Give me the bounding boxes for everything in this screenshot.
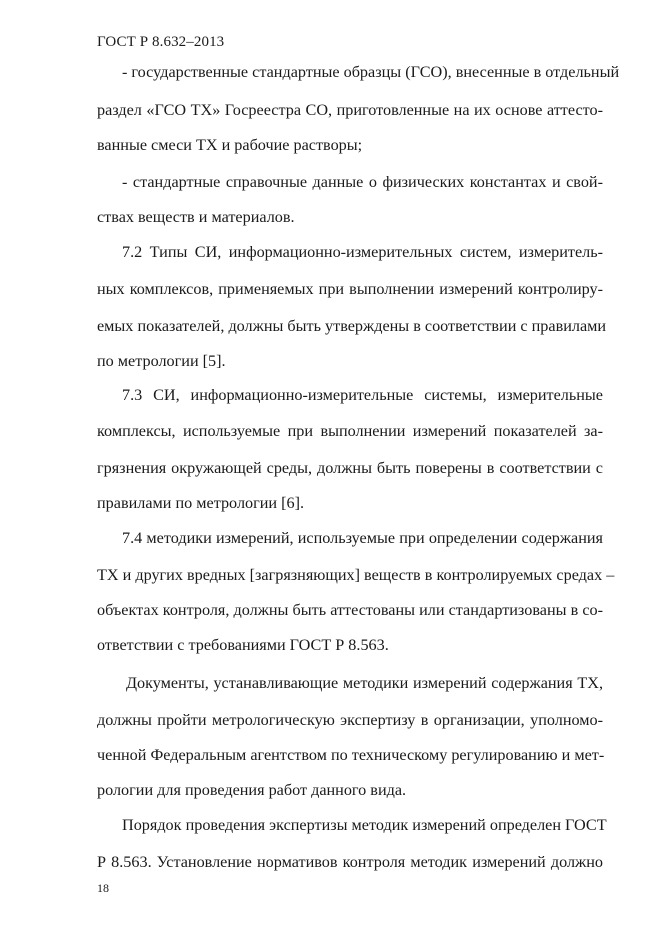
text-line: ответствии с требованиями ГОСТ Р 8.563.: [97, 636, 389, 654]
text-line: Р 8.563. Установление нормативов контроля методик измерений должно: [97, 853, 603, 871]
text-line: объектах контроля, должны быть аттестованы или стандартизованы в со-: [97, 601, 603, 619]
page-header: ГОСТ Р 8.632–2013: [97, 34, 225, 50]
text-line: правилами по метрологии [6].: [97, 494, 305, 512]
text-line: ченной Федеральным агентством по техническому регулированию и мет-: [97, 746, 605, 764]
text-line: грязнения окружающей среды, должны быть поверены в соответствии с: [97, 459, 603, 477]
page-number: 18: [97, 881, 109, 895]
text-line: ванные смеси ТХ и рабочие растворы;: [97, 136, 363, 154]
text-line: Порядок проведения экспертизы методик измерений определен ГОСТ: [122, 816, 607, 834]
text-line: - стандартные справочные данные о физических константах и свой-: [122, 173, 603, 191]
text-line: ных комплексов, применяемых при выполнении измерений контролиру-: [97, 280, 603, 298]
text-line: емых показателей, должны быть утверждены в соответствии с правилами: [97, 317, 607, 335]
text-line: 7.2 Типы СИ, информационно-измерительных систем, измеритель-: [122, 243, 603, 261]
text-line: раздел «ГСО ТХ» Госреестра СО, приготовленные на их основе аттесто-: [97, 101, 603, 119]
text-line: ствах веществ и материалов.: [97, 208, 295, 226]
text-line: - государственные стандартные образцы (ГСО), внесенные в отдельный: [122, 63, 620, 81]
text-line: должны пройти метрологическую экспертизу в организации, уполномо-: [97, 711, 603, 729]
text-line: комплексы, используемые при выполнении измерений показателей за-: [97, 422, 603, 440]
text-line: Документы, устанавливающие методики измерений содержания ТХ,: [126, 674, 603, 692]
text-line: 7.4 методики измерений, используемые при определении содержания: [122, 529, 603, 547]
text-line: ТХ и других вредных [загрязняющих] веществ в контролируемых средах –: [97, 566, 615, 584]
text-line: рологии для проведения работ данного вида.: [97, 781, 407, 799]
text-line: 7.3 СИ, информационно-измерительные системы, измерительные: [122, 386, 603, 404]
text-line: по метрологии [5].: [97, 352, 226, 370]
